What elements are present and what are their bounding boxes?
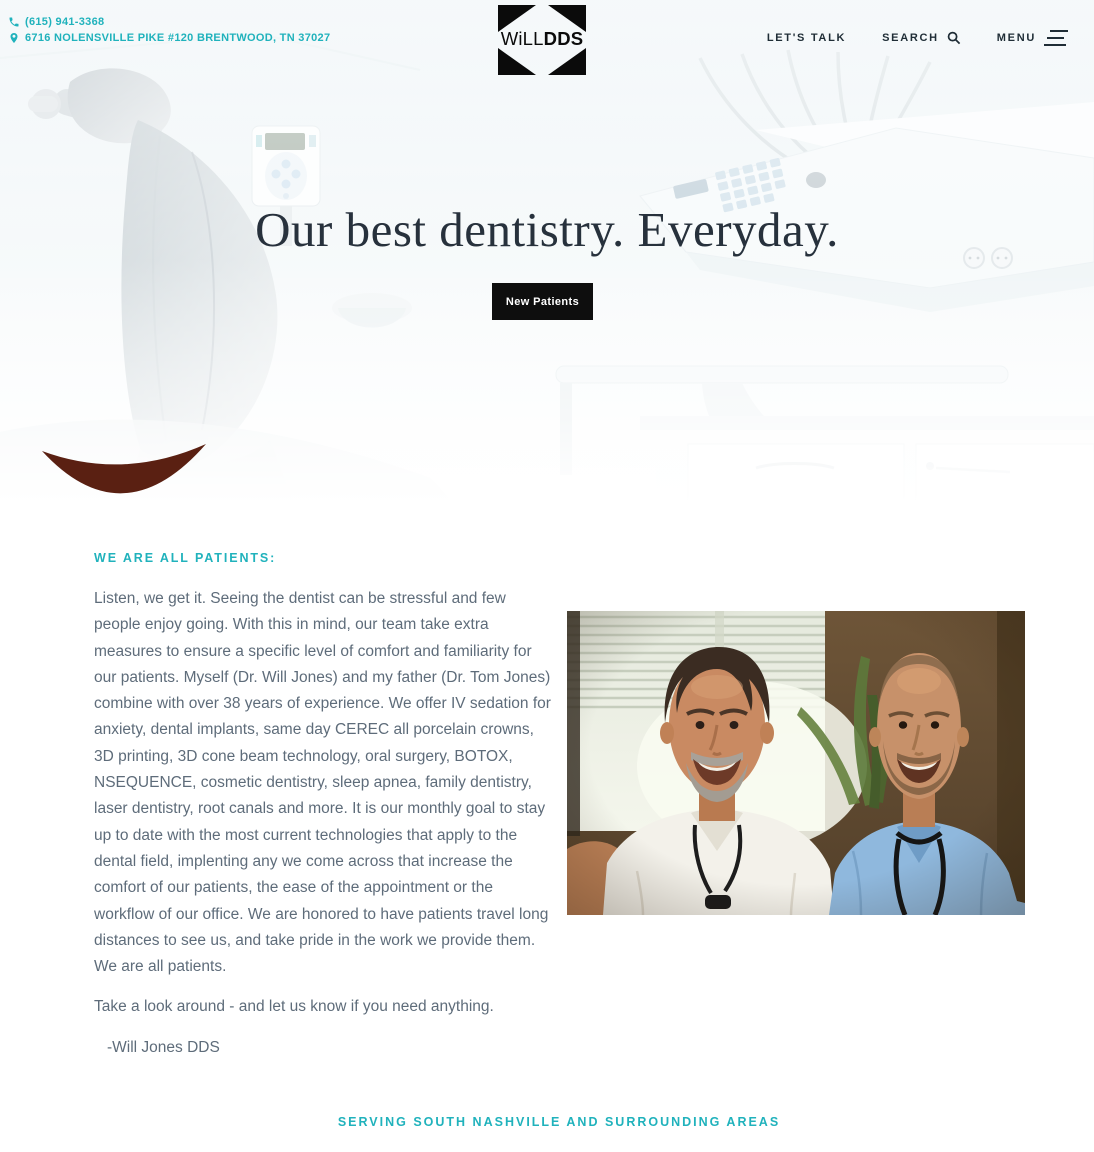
address-text: 6716 NOLENSVILLE PIKE #120 BRENTWOOD, TN 37027 (25, 32, 331, 44)
about-closing-line: Take a look around - and let us know if you need anything. (94, 998, 494, 1016)
about-signature: -Will Jones DDS (107, 1038, 220, 1056)
phone-number: (615) 941-3368 (25, 16, 105, 28)
menu-icon (1044, 30, 1068, 46)
new-patients-button[interactable]: New Patients (492, 283, 593, 320)
address-link[interactable] (8, 32, 330, 44)
phone-icon (8, 16, 20, 28)
nav-lets-talk[interactable]: LET'S TALK (766, 32, 847, 45)
location-pin-icon (8, 32, 20, 44)
search-icon (947, 31, 961, 45)
smile-shape (38, 443, 208, 500)
main-nav (767, 30, 1068, 46)
phone-link[interactable] (8, 16, 330, 28)
nav-menu[interactable]: MENU (997, 30, 1068, 46)
about-text-column (94, 551, 554, 1061)
nav-search[interactable]: SEARCH (882, 31, 961, 45)
hero-background-image (0, 0, 1094, 520)
contact-info (8, 16, 330, 44)
doctors-photo (567, 611, 1025, 915)
about-paragraph: Listen, we get it. Seeing the dentist can be stressful and few people enjoy going. With this in mind, our team take extra measures to ensure a specific level of comfort and familiarity for our patients. Myself (Dr. Will Jones) and my father (Dr. Tom Jones) combine with over 38 years of experience. We offer IV sedation for anxiety, dental implants, same day CEREC all porcelain crowns, 3D printing, 3D cone beam technology, oral surgery, BOTOX, NSEQUENCE, cosmetic dentistry, sleep apnea, family dentistry, laser dentistry, root canals and more. It is our monthly goal to stay up to date with the most current technologies that apply to the dental field, implenting any we come across that increase the comfort of our patients, the ease of the appointment or the workflow of our office. We are honored to have patients travel long distances to see us, and take pride in the work we provide them. We are all patients. (94, 590, 551, 976)
logo-text: WiLLDDS (500, 28, 584, 50)
serving-areas-tagline: SERVING SOUTH NASHVILLE AND SURROUNDING AREAS (337, 1115, 781, 1129)
about-heading: WE ARE ALL PATIENTS: (94, 551, 277, 565)
hero-section (0, 0, 1094, 520)
hero-title: Our best dentistry. Everyday. (255, 202, 839, 257)
doctors-photo-graphic (567, 611, 1025, 915)
logo[interactable] (498, 5, 586, 75)
